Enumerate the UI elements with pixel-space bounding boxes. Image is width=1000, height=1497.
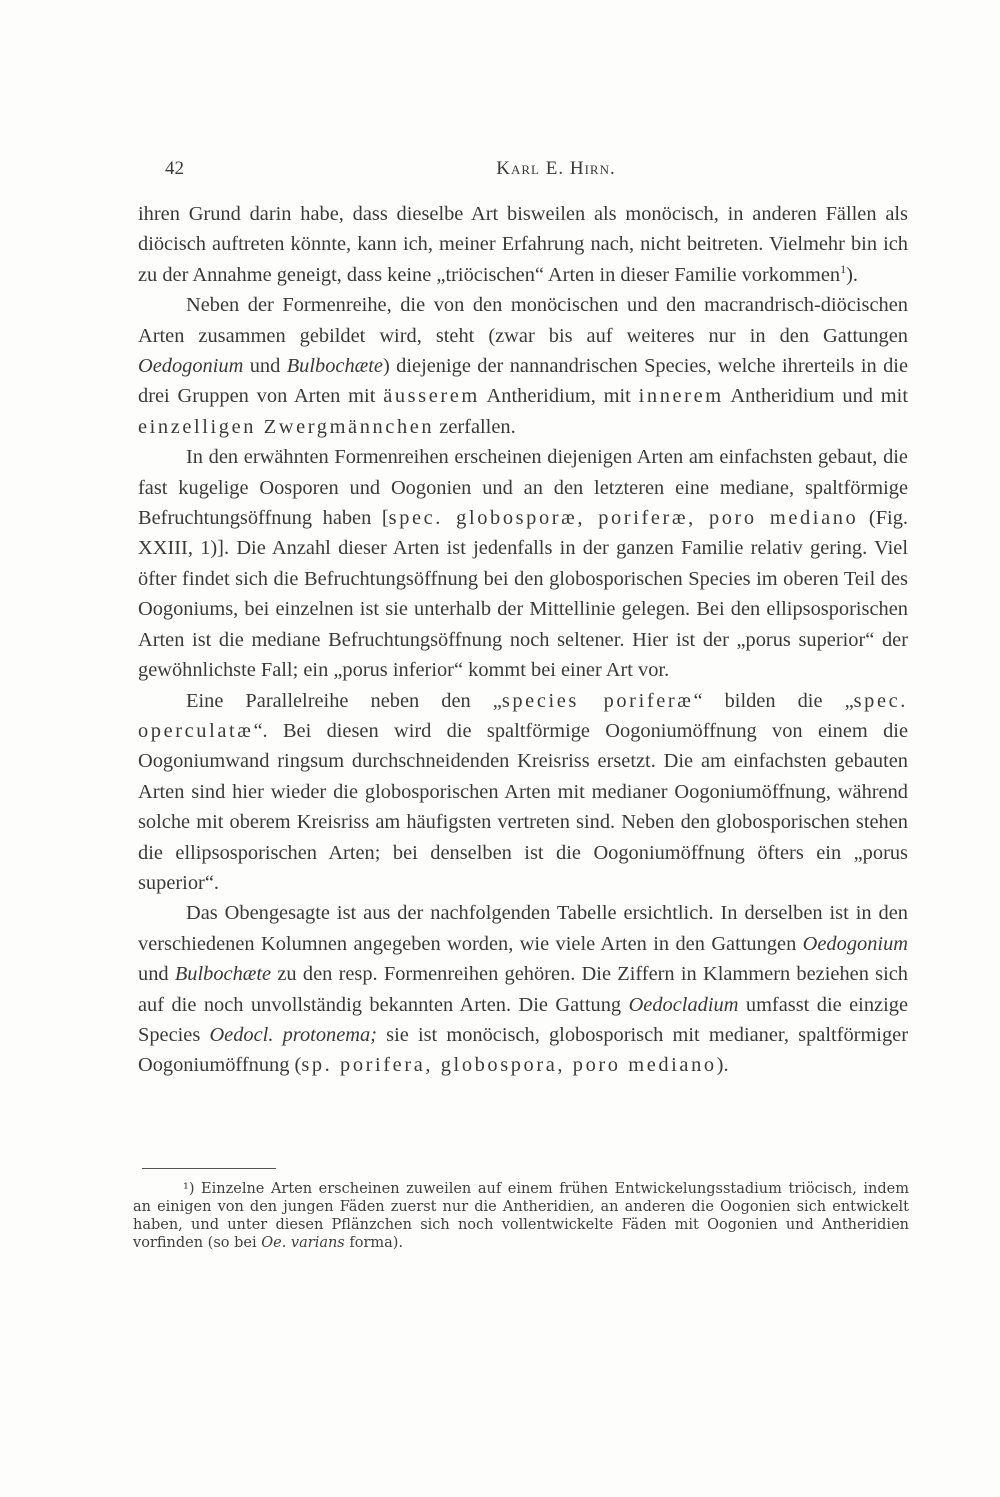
running-head: Karl E. Hirn.: [496, 158, 616, 179]
paragraph-3: [138, 442, 908, 685]
paragraph-text: (Fig. XXIII, 1)]. Die Anzahl dieser Arten ist jedenfalls in der ganzen Familie relativ gering. Viel öfter findet sich die Befruchtungsöffnung bei den globosporischen Species im oberen Teil des Oogoniums, bei einzelnen ist sie unterhalb der Mittellinie gelegen. Bei den ellipsosporischen Arten ist die mediane Befruchtungsöffnung noch seltener. Hier ist der „porus superior“ der gewöhnlichste Fall; ein „porus inferior“ kommt bei einer Art vor.: [138, 507, 908, 682]
paragraph-text: zerfallen.: [434, 415, 516, 438]
paragraph-text: und: [243, 355, 287, 378]
paragraph-text: ).: [716, 1054, 729, 1077]
paragraph-text: Eine Parallelreihe neben den „: [186, 689, 502, 712]
paragraph-text: ).: [846, 263, 859, 286]
page-header: [165, 154, 907, 184]
paragraph-text: und: [138, 963, 175, 986]
genus-name: Oedogonium: [802, 932, 908, 955]
footnote-marker: ¹): [183, 1181, 195, 1197]
species-name: Oedocl. protonema;: [209, 1023, 377, 1046]
footnote: [133, 1180, 909, 1252]
paragraph-text: zu den resp. Formenreihen gehören. Die Ziffern in Klammern beziehen sich auf die noch unvollständig bekannten Arten. Die Gattung: [138, 963, 908, 1016]
paragraph-text: Das Obengesagte ist aus der nachfolgenden Tabelle ersichtlich. In derselben ist in den verschiedenen Kolumnen angegeben worden, wie viele Arten in den Gattungen: [138, 902, 908, 955]
paragraph-text: umfasst die einzige Species: [138, 993, 908, 1046]
spaced-term: innerem: [638, 385, 724, 408]
genus-name: Bulbochæte: [174, 963, 272, 986]
paragraph-text: Antheridium und mit: [723, 385, 908, 408]
paragraph-2: [138, 290, 908, 442]
paragraph-text: Neben der Formenreihe, die von den monöcischen und den macrandrisch-diöcischen Arten zusammen gebildet wird, steht (zwar bis auf weiteres nur in den Gattungen: [138, 294, 908, 347]
paragraph-text: ihren Grund darin habe, dass dieselbe Art bisweilen als monöcisch, in anderen Fällen als diöcisch auftreten könnte, kann ich, meiner Erfahrung nach, nicht beitreten. Vielmehr bin ich zu der Annahme geneigt, dass keine „triöcischen“ Arten in dieser Familie vorkommen: [138, 203, 908, 286]
spaced-term: äusserem: [383, 385, 480, 408]
paragraph-text: ) diejenige der nannandrischen Species, welche ihrerteils in die drei Gruppen von Arten mit: [138, 355, 909, 408]
footnote-text: forma).: [344, 1235, 404, 1251]
spaced-term: sp. porifera, globospora, poro mediano: [301, 1054, 717, 1077]
footnote-text: Einzelne Arten erscheinen zuweilen auf einem frühen Entwickelungsstadium triöcisch, indem an einigen von den jungen Fäden zuerst nur die Antheridien, an anderen die Oogonien sich entwickelt haben, und unter diesen Pflänzchen sich noch vollentwickelte Fäden mit Oogonien und Antheridien vorfinden (so bei: [133, 1181, 909, 1251]
footnote-divider: [142, 1168, 276, 1169]
body-text: [138, 199, 908, 1081]
species-name: Oe. varians: [261, 1235, 345, 1251]
spaced-term: spec. operculatæ: [138, 689, 908, 742]
paragraph-4: [138, 686, 908, 899]
spaced-term: spec. globosporæ, poriferæ, poro mediano: [388, 507, 859, 530]
paragraph-text: sie ist monöcisch, globosporisch mit medianer, spaltförmiger Oogoniumöffnung (: [138, 1023, 909, 1077]
page-number: 42: [165, 158, 184, 179]
genus-name: Bulbochæte: [286, 355, 383, 378]
genus-name: Oedocladium: [628, 993, 739, 1016]
paragraph-text: Antheridium, mit: [479, 385, 639, 408]
spaced-term: species poriferæ: [501, 689, 694, 712]
genus-name: Oedogonium: [138, 355, 244, 378]
paragraph-5: [138, 898, 908, 1080]
footnote-reference: 1: [840, 262, 847, 277]
paragraph-text: In den erwähnten Formenreihen erscheinen diejenigen Arten am einfachsten gebaut, die fast kugelige Oosporen und Oogonien und an den letzteren eine mediane, spaltförmige Befruchtungsöffnung haben [: [138, 446, 908, 530]
paragraph-text: “ bilden die „: [693, 689, 854, 712]
spaced-term: einzelligen Zwergmännchen: [138, 415, 435, 438]
paragraph-text: “. Bei diesen wird die spaltförmige Oogoniumöffnung von einem die Oogoniumwand ringsum durchschneidenden Kreisriss ersetzt. Die am einfachsten gebauten Arten sind hier wieder die globosporischen Arten mit medianer Oogoniumöffnung, während solche mit oberem Kreisriss am häufigsten vertreten sind. Neben den globosporischen stehen die ellipsosporischen Arten; bei denselben ist die Oogoniumöffnung öfters ein „porus superior“.: [138, 719, 908, 894]
paragraph-1: [138, 199, 908, 290]
